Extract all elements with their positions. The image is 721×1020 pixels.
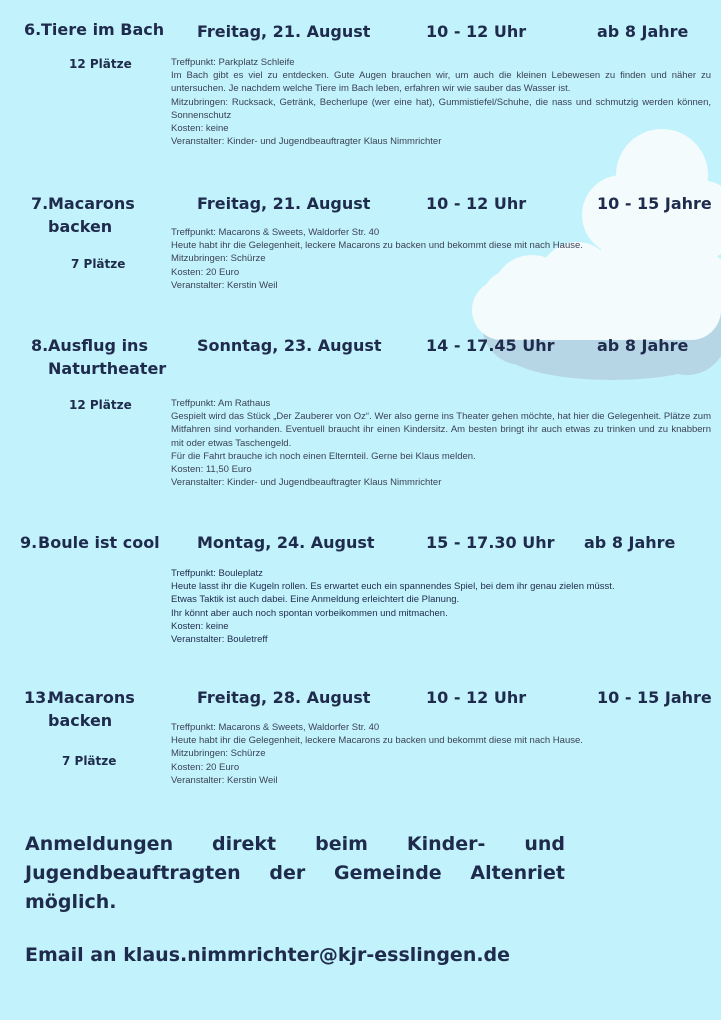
event-time: 10 - 12 Uhr (426, 22, 527, 41)
event-age: ab 8 Jahre (584, 533, 676, 552)
detail-meeting-point: Treffpunkt: Parkplatz Schleife (171, 57, 295, 68)
detail-organizer: Veranstalter: Kerstin Weil (171, 279, 278, 291)
event-details (171, 567, 711, 646)
detail-cost: Kosten: 11,50 Euro (171, 464, 252, 476)
detail-meeting-point: Treffpunkt: Am Rathaus (171, 398, 271, 409)
event-number: 13. (24, 688, 53, 707)
event-date: Freitag, 28. August (197, 688, 371, 707)
event-places: 12 Plätze (69, 57, 132, 71)
detail-bring: Mitzubringen: Schürze (171, 253, 266, 265)
detail-meeting-point: Treffpunkt: Macarons & Sweets, Waldorfer Str. 40 (171, 722, 380, 733)
event-details (171, 56, 711, 148)
detail-organizer: Veranstalter: Kerstin Weil (171, 774, 278, 786)
event-time: 15 - 17.30 Uhr (426, 533, 555, 552)
event-number: 9. (20, 533, 38, 552)
detail-organizer: Veranstalter: Bouletreff (171, 634, 268, 646)
event-title: Boule ist cool (38, 533, 160, 552)
detail-bring: Mitzubringen: Rucksack, Getränk, Becherlupe (wer eine hat), Gummistiefel/Schuhe, die nass und schmutzig werden können, Sonnenschutz (171, 96, 711, 121)
detail-cost: Kosten: 20 Euro (171, 266, 240, 278)
event-date: Freitag, 21. August (197, 194, 371, 213)
detail-note: Für die Fahrt brauche ich noch einen Elternteil. Gerne bei Klaus melden. (171, 450, 476, 462)
detail-description-2: Etwas Taktik ist auch dabei. Eine Anmeldung erleichtert die Planung. (171, 594, 460, 606)
detail-meeting-point: Treffpunkt: Bouleplatz (171, 568, 263, 579)
detail-cost: Kosten: keine (171, 620, 229, 632)
event-title: Macarons backen (48, 688, 135, 730)
event-number: 8. (31, 336, 49, 355)
detail-cost: Kosten: keine (171, 123, 229, 135)
event-age: 10 - 15 Jahre (597, 688, 712, 707)
event-number: 6. (24, 20, 42, 39)
event-details (171, 721, 711, 787)
detail-description: Heute habt ihr die Gelegenheit, leckere Macarons zu backen und bekommt diese mit nach Hause. (171, 240, 583, 252)
event-details (171, 226, 711, 292)
contact-email: Email an klaus.nimmrichter@kjr-esslingen.de (25, 944, 511, 966)
event-age: ab 8 Jahre (597, 336, 689, 355)
detail-description: Im Bach gibt es viel zu entdecken. Gute Augen brauchen wir, um auch die kleinen Lebewesen zu finden und näher zu untersuchen. Je nachdem welche Tiere im Bach leben, erfahren wir wie sauber das Wasser ist. (171, 70, 711, 95)
event-age: 10 - 15 Jahre (597, 194, 712, 213)
event-details (171, 397, 711, 489)
event-places: 7 Plätze (71, 257, 126, 271)
detail-description-3: Ihr könnt aber auch noch spontan vorbeikommen und mitmachen. (171, 607, 448, 619)
detail-description: Gespielt wird das Stück „Der Zauberer von Oz“. Wer also gerne ins Theater gehen möchte, hat hier die Gelegenheit. Plätze zum Mitfahren sind vorhanden. Eventuell braucht ihr einen Kindersitz. Am besten bringt ihr auch etwas zu trinken und zu knabbern mit oder etwas Taschengeld. (171, 411, 711, 449)
event-title: Tiere im Bach (41, 20, 165, 39)
event-age: ab 8 Jahre (597, 22, 689, 41)
event-date: Sonntag, 23. August (197, 336, 382, 355)
registration-note: Anmeldungen direkt beim Kinder- und Jugendbeauftragten der Gemeinde Altenriet möglich. (25, 833, 565, 913)
detail-organizer: Veranstalter: Kinder- und Jugendbeauftragter Klaus Nimmrichter (171, 477, 442, 489)
event-time: 10 - 12 Uhr (426, 688, 527, 707)
detail-description: Heute lasst ihr die Kugeln rollen. Es erwartet euch ein spannendes Spiel, bei dem ihr genau zielen müsst. (171, 581, 615, 593)
event-time: 10 - 12 Uhr (426, 194, 527, 213)
event-number: 7. (31, 194, 49, 213)
detail-cost: Kosten: 20 Euro (171, 761, 240, 773)
event-time: 14 - 17.45 Uhr (426, 336, 555, 355)
event-title: Macarons backen (48, 194, 135, 236)
event-places: 12 Plätze (69, 398, 132, 412)
event-places: 7 Plätze (62, 754, 117, 768)
detail-bring: Mitzubringen: Schürze (171, 748, 266, 760)
event-date: Freitag, 21. August (197, 22, 371, 41)
detail-meeting-point: Treffpunkt: Macarons & Sweets, Waldorfer Str. 40 (171, 227, 380, 238)
event-date: Montag, 24. August (197, 533, 375, 552)
detail-organizer: Veranstalter: Kinder- und Jugendbeauftragter Klaus Nimmrichter (171, 136, 442, 148)
detail-description: Heute habt ihr die Gelegenheit, leckere Macarons zu backen und bekommt diese mit nach Hause. (171, 735, 583, 747)
event-title: Ausflug ins Naturtheater (48, 336, 167, 378)
